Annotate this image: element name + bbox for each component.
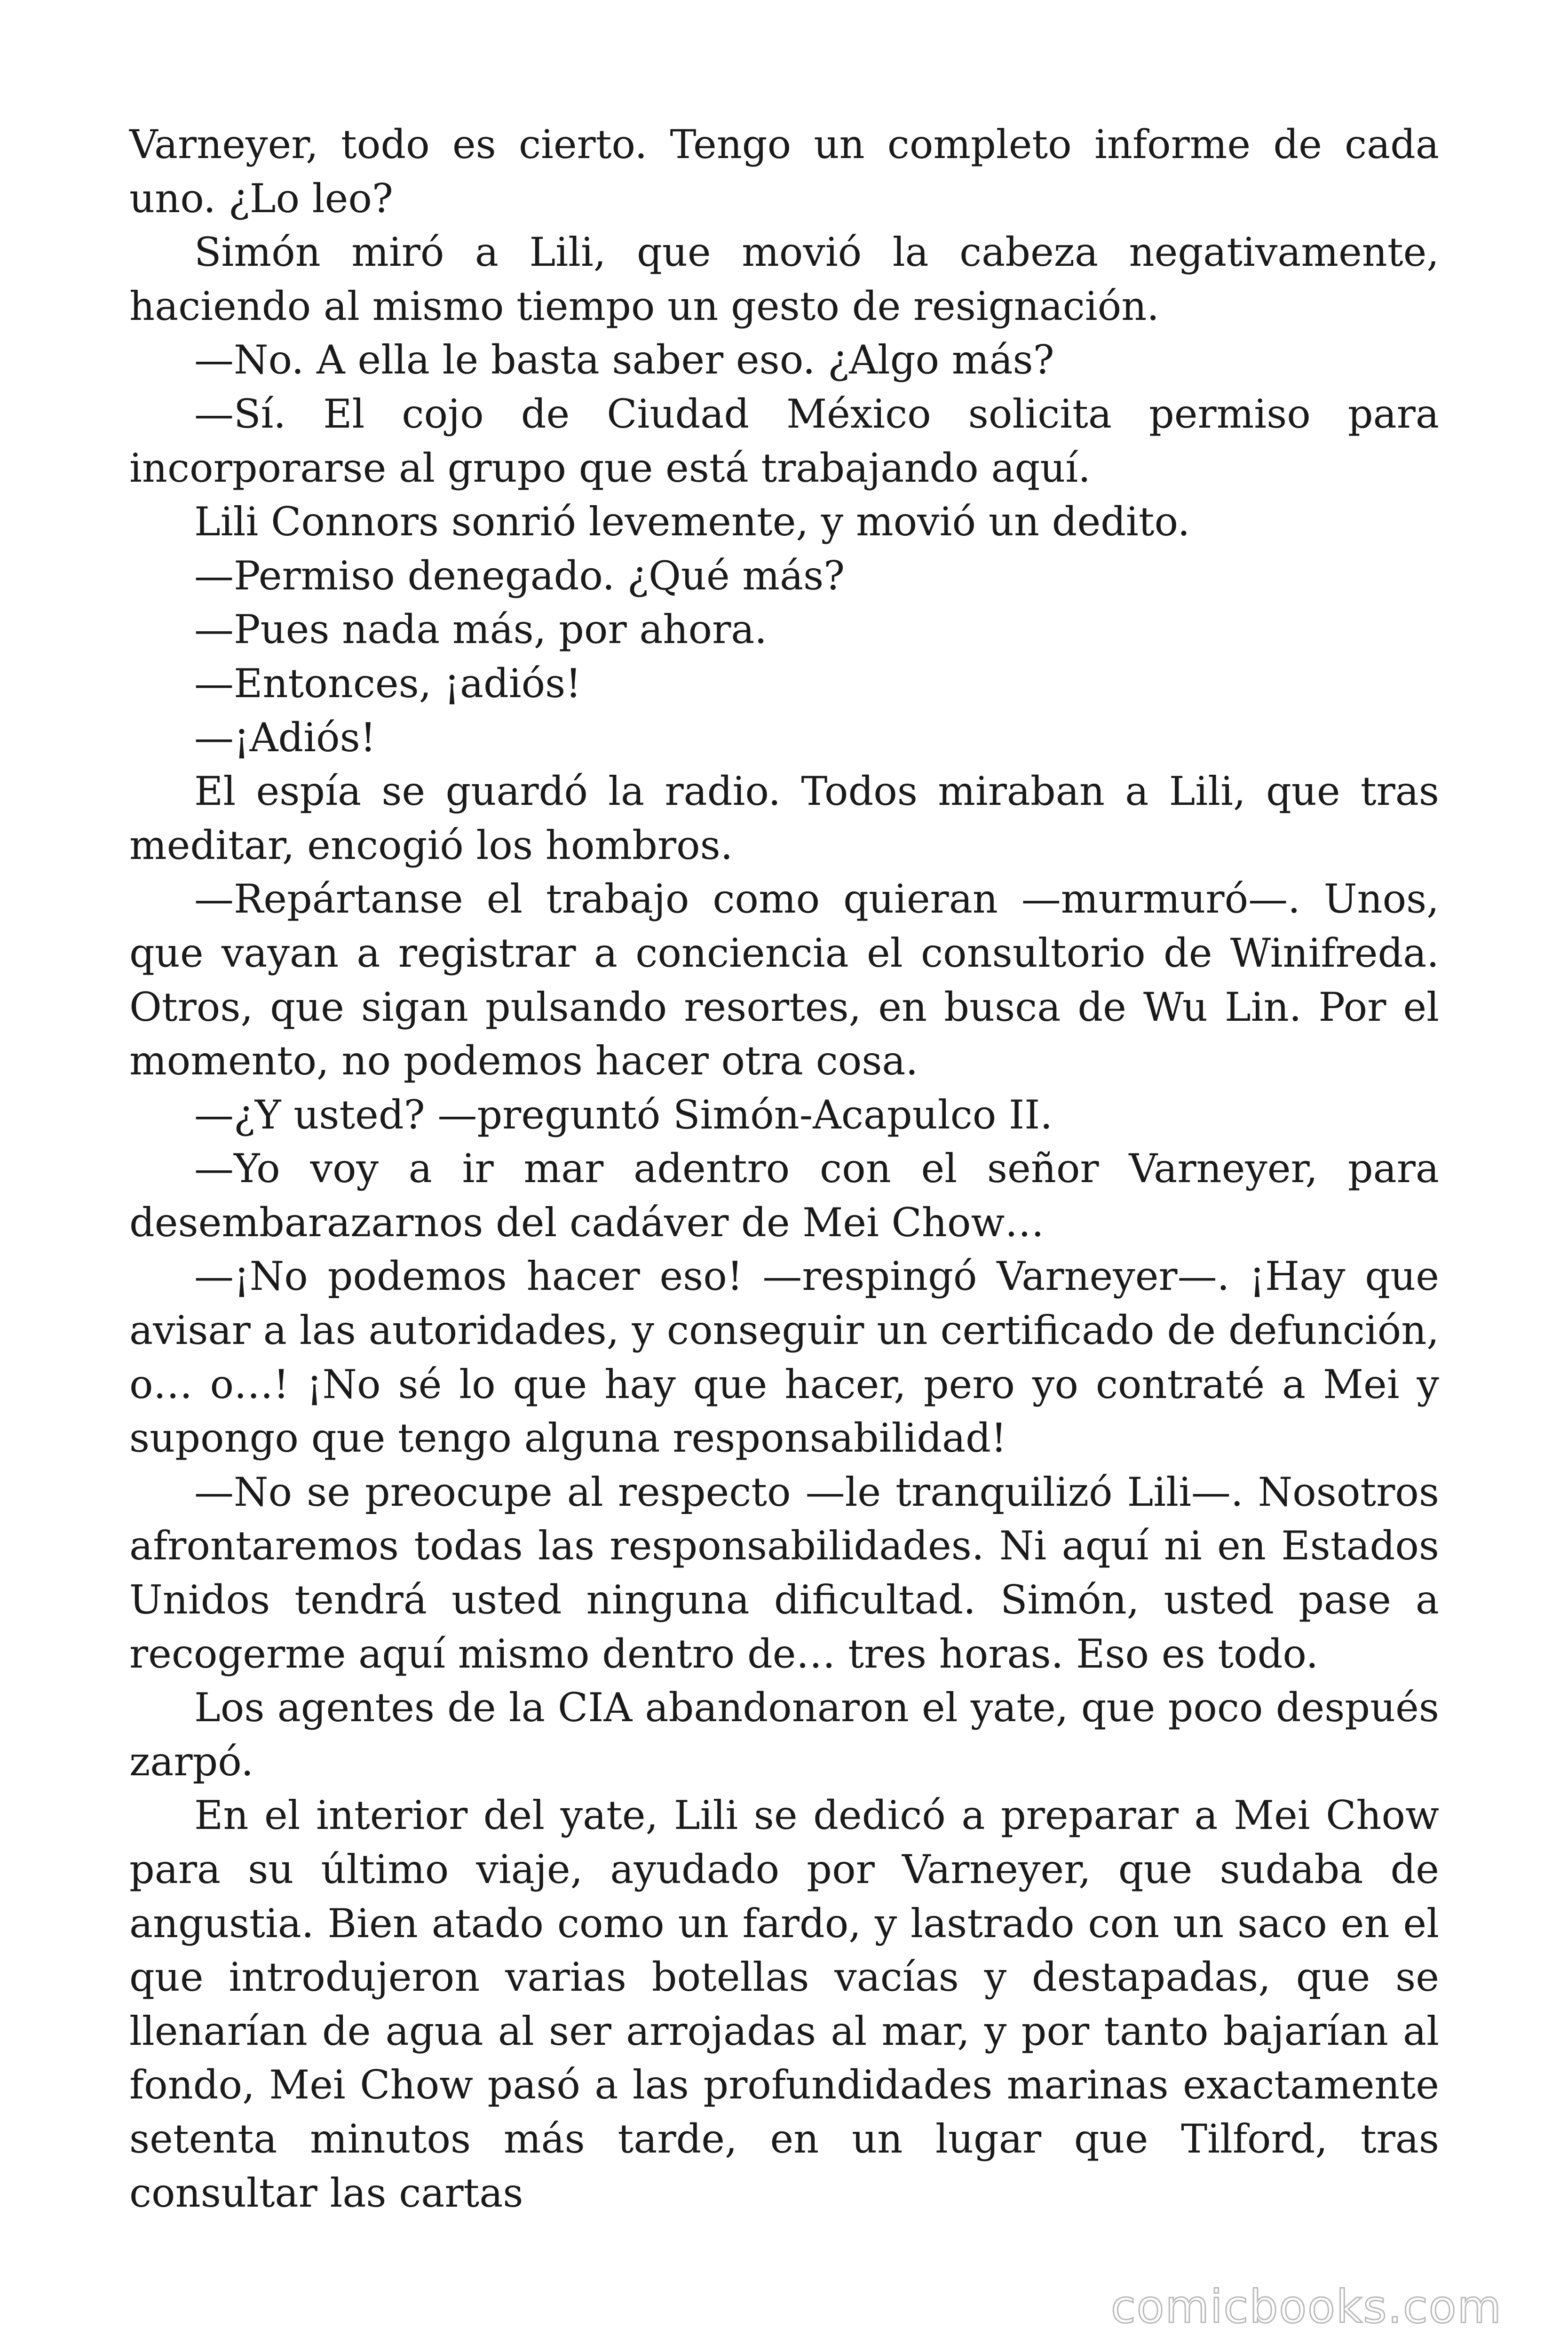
paragraph: El espía se guardó la radio. Todos miraban a Lili, que tras meditar, encogió los hombros. [129,768,1439,868]
paragraph: —No. A ella le basta saber eso. ¿Algo más? [194,337,1054,383]
paragraph: —Sí. El cojo de Ciudad México solicita permiso para incorporarse al grupo que está trabajando aquí. [129,390,1439,491]
paragraph: —Entonces, ¡adiós! [194,660,582,707]
body-text [129,118,1439,2220]
paragraph: —No se preocupe al respecto —le tranquilizó Lili—. Nosotros afrontaremos todas las responsabilidades. Ni aquí ni en Estados Unidos tendrá usted ninguna dificultad. Simón, usted pase a recogerme aquí mismo dentro de… tres horas. Eso es todo. [129,1469,1439,1677]
paragraph: —¡No podemos hacer eso! —respingó Varneyer—. ¡Hay que avisar a las autoridades, y conseguir un certificado de defunción, o… o…! ¡No sé lo que hay que hacer, pero yo contraté a Mei y supongo que tengo alguna responsabilidad! [129,1253,1439,1462]
paragraph: Lili Connors sonrió levemente, y movió un dedito. [194,499,1190,545]
paragraph: —Permiso denegado. ¿Qué más? [194,552,845,599]
paragraph: Simón miró a Lili, que movió la cabeza negativamente, haciendo al mismo tiempo un gesto de resignación. [129,229,1439,329]
watermark: comicbooks.com [1110,2280,1502,2333]
paragraph: —¡Adiós! [194,714,376,761]
paragraph: En el interior del yate, Lili se dedicó a preparar a Mei Chow para su último viaje, ayudado por Varneyer, que sudaba de angustia. Bien atado como un fardo, y lastrado con un saco en el que introdujeron varias botellas vacías y destapadas, que se llenarían de agua al ser arrojadas al mar, y por tanto bajarían al fondo, Mei Chow pasó a las profundidades marinas exactamente setenta minutos más tarde, en un lugar que Tilford, tras consultar las cartas [129,1792,1439,2216]
paragraph: —Repártanse el trabajo como quieran —murmuró—. Unos, que vayan a registrar a conciencia el consultorio de Winifreda. Otros, que sigan pulsando resortes, en busca de Wu Lin. Por el momento, no podemos hacer otra cosa. [129,876,1439,1084]
paragraph: Los agentes de la CIA abandonaron el yate, que poco después zarpó. [129,1685,1439,1785]
paragraph: —¿Y usted? —preguntó Simón-Acapulco II. [194,1091,1053,1138]
paragraph: Varneyer, todo es cierto. Tengo un completo informe de cada uno. ¿Lo leo? [129,121,1439,222]
paragraph: —Pues nada más, por ahora. [194,606,767,653]
paragraph: —Yo voy a ir mar adentro con el señor Varneyer, para desembarazarnos del cadáver de Mei Chow… [129,1145,1439,1246]
